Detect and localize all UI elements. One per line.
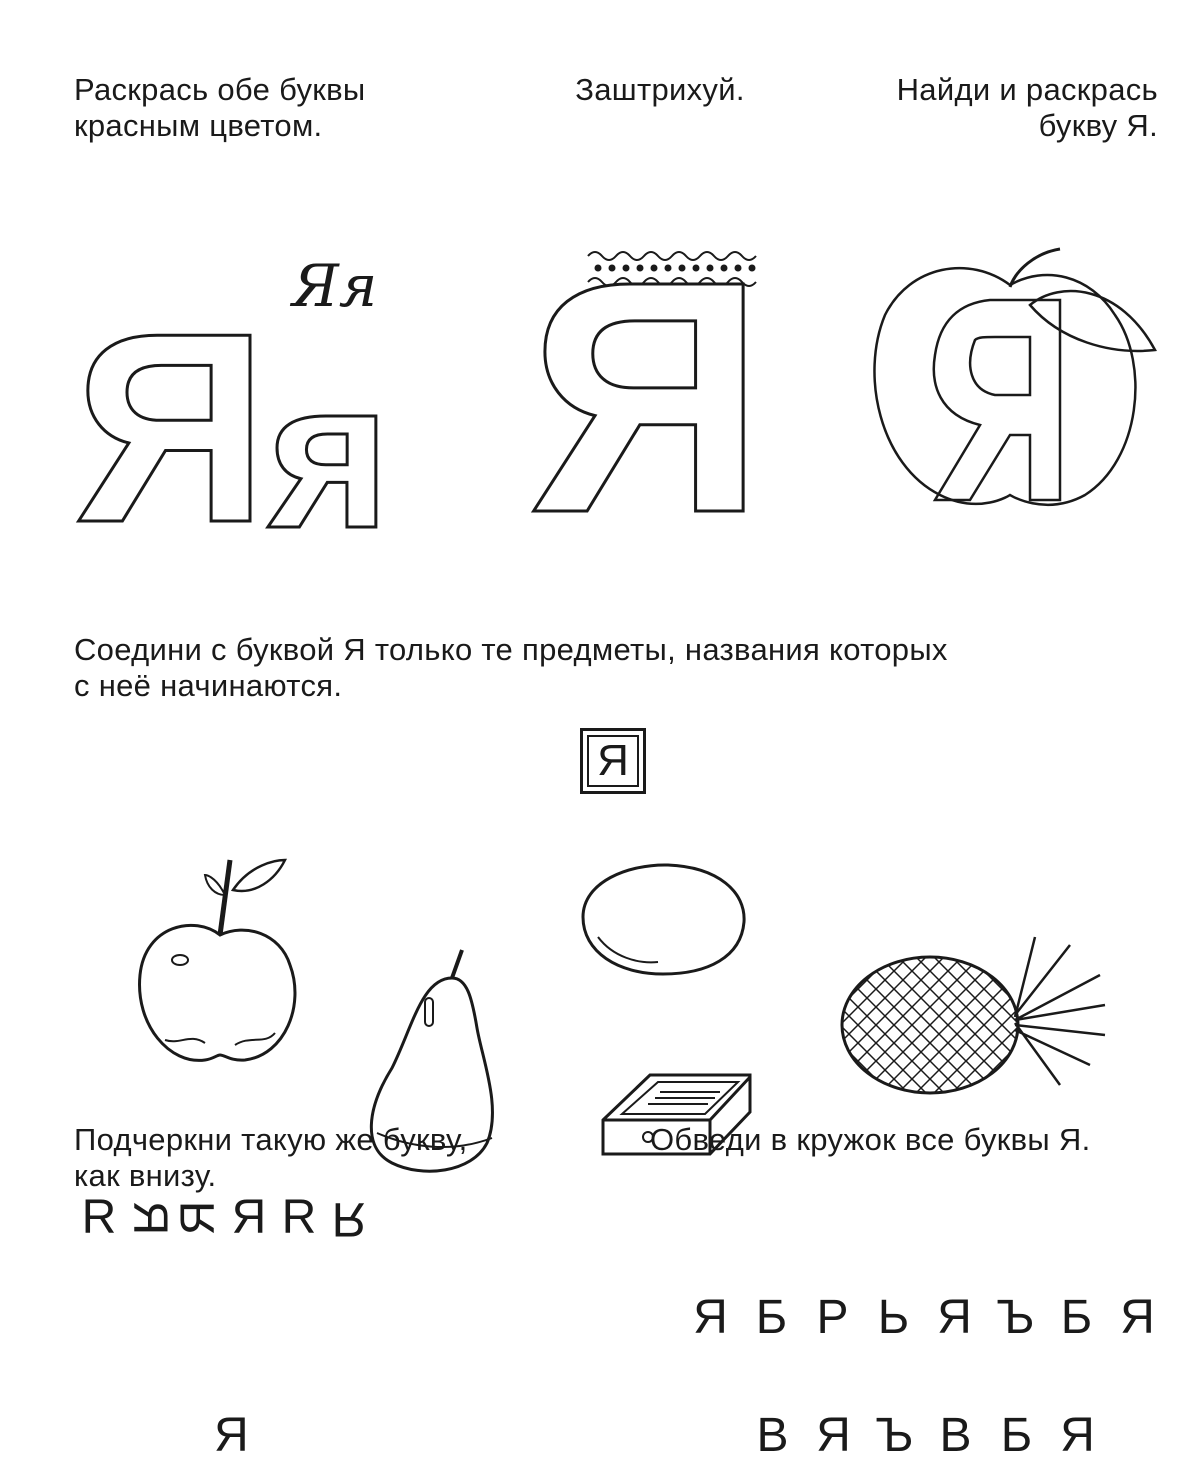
circle-row-2 (742, 1408, 1108, 1464)
circle-letter[interactable]: Я (1120, 1291, 1155, 1344)
hatch-letter: Я (528, 212, 766, 581)
underline-letter[interactable]: Я (231, 1191, 267, 1244)
big-letter-lower: я (268, 337, 391, 572)
task-find-color: Найди и раскрась букву Я. (896, 72, 1158, 143)
circle-letter[interactable]: В (939, 1409, 972, 1462)
circle-letter[interactable]: Ь (877, 1291, 910, 1344)
circle-letter[interactable]: Ъ (875, 1409, 914, 1462)
task-underline: Подчеркни такую же букву, как внизу. (74, 1122, 468, 1193)
circle-letter[interactable]: Р (816, 1291, 849, 1344)
underline-letter[interactable]: Я (331, 1192, 367, 1245)
circle-row-1 (680, 1290, 1168, 1346)
circle-letter[interactable]: Б (755, 1291, 788, 1344)
big-letter-upper: Я (74, 278, 269, 579)
apple-icon[interactable] (135, 855, 305, 1075)
hidden-letter-apple-icon (860, 245, 1160, 525)
pineapple-icon[interactable] (840, 935, 1110, 1105)
circle-letter[interactable]: Б (1060, 1291, 1093, 1344)
underline-target-letter: Я (214, 1409, 249, 1462)
task-connect: Соедини с буквой Я только те предметы, названия которых с неё начинаются. (74, 632, 948, 703)
underline-letter[interactable]: Я (172, 1200, 225, 1236)
task-hatch: Заштрихуй. (575, 72, 745, 107)
egg-icon[interactable] (578, 862, 748, 977)
underline-letter[interactable]: Я (123, 1200, 176, 1236)
underline-letter[interactable]: R (81, 1191, 117, 1244)
circle-letter[interactable]: Я (1060, 1409, 1095, 1462)
cursive-letters: Яя (292, 252, 378, 320)
task-circle: Обведи в кружок все буквы Я. (650, 1122, 1091, 1157)
task-color-both: Раскрась обе буквы красным цветом. (74, 72, 366, 143)
circle-letter[interactable]: В (756, 1409, 789, 1462)
underline-letter[interactable]: R (281, 1191, 317, 1244)
boxed-letter: Я (580, 728, 646, 794)
circle-letter[interactable]: Я (693, 1291, 728, 1344)
underline-letter-row (74, 1190, 374, 1246)
circle-letter[interactable]: Я (816, 1409, 851, 1462)
circle-letter[interactable]: Я (937, 1291, 972, 1344)
circle-letter[interactable]: Ъ (996, 1291, 1035, 1344)
circle-letter[interactable]: Б (1000, 1409, 1033, 1462)
